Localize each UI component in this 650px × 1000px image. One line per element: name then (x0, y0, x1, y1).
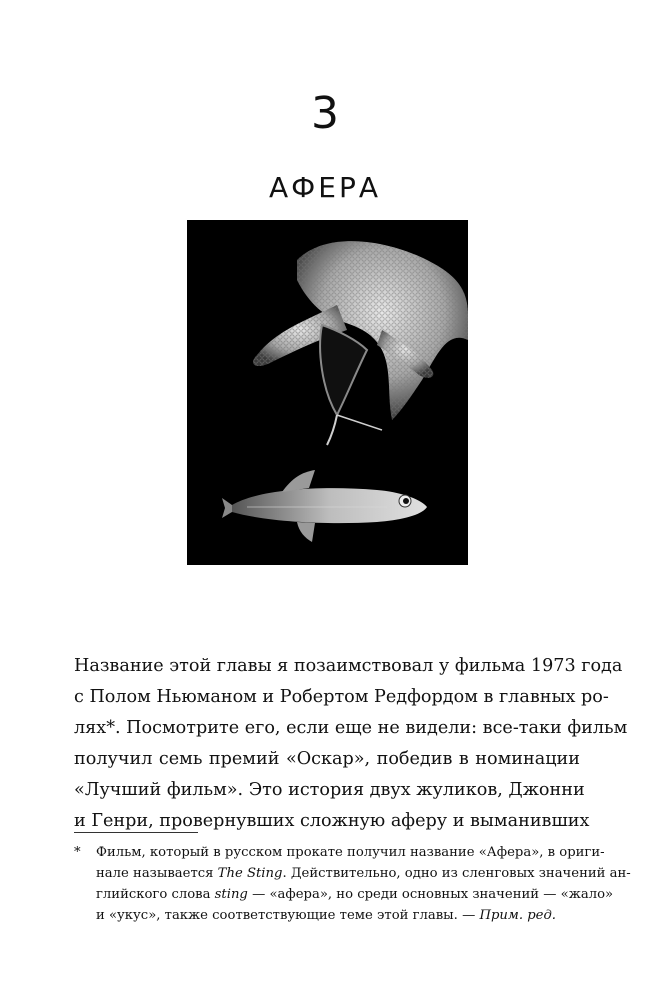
footnote-text: нале называется (96, 866, 218, 881)
chapter-illustration (187, 220, 468, 565)
film-title: The Sting (217, 866, 283, 881)
body-line: Название этой главы я позаимствовал у фильма 1973 года (74, 656, 623, 676)
chapter-number: 3 (311, 88, 339, 139)
body-line: с Полом Ньюманом и Робертом Редфордом в главных ро- (74, 687, 609, 707)
footnote (74, 842, 631, 926)
footnote-line (74, 884, 614, 905)
footnote-divider (74, 832, 198, 833)
body-paragraph (74, 651, 628, 837)
editor-note: Прим. ред. (479, 908, 557, 923)
footnote-text: Фильм, который в русском прокате получил название «Афера», в ориги- (96, 845, 605, 860)
footnote-line (74, 842, 605, 863)
body-line: и Генри, провернувших сложную аферу и выманивших (74, 811, 590, 831)
footnote-line (74, 863, 631, 884)
chapter-title: АФЕРА (269, 171, 381, 204)
footnote-line (74, 905, 586, 926)
english-word: sting (214, 887, 248, 902)
footnote-text: — «афера», но среди основных значений — «жало» (247, 887, 614, 902)
footnote-text: и «укус», также соответствующие теме этой главы. — (96, 908, 480, 923)
footnote-text: . Действительно, одно из сленговых значений ан- (282, 866, 631, 881)
frogfish-and-guppy-photo (187, 220, 468, 565)
footnote-text: глийского слова (96, 887, 215, 902)
body-line: «Лучший фильм». Это история двух жуликов, Джонни (74, 780, 585, 800)
body-line: получил семь премий «Оскар», победив в номинации (74, 749, 580, 769)
body-line: лях*. Посмотрите его, если еще не видели: все-таки фильм (74, 718, 628, 738)
footnote-mark: * (74, 845, 81, 860)
